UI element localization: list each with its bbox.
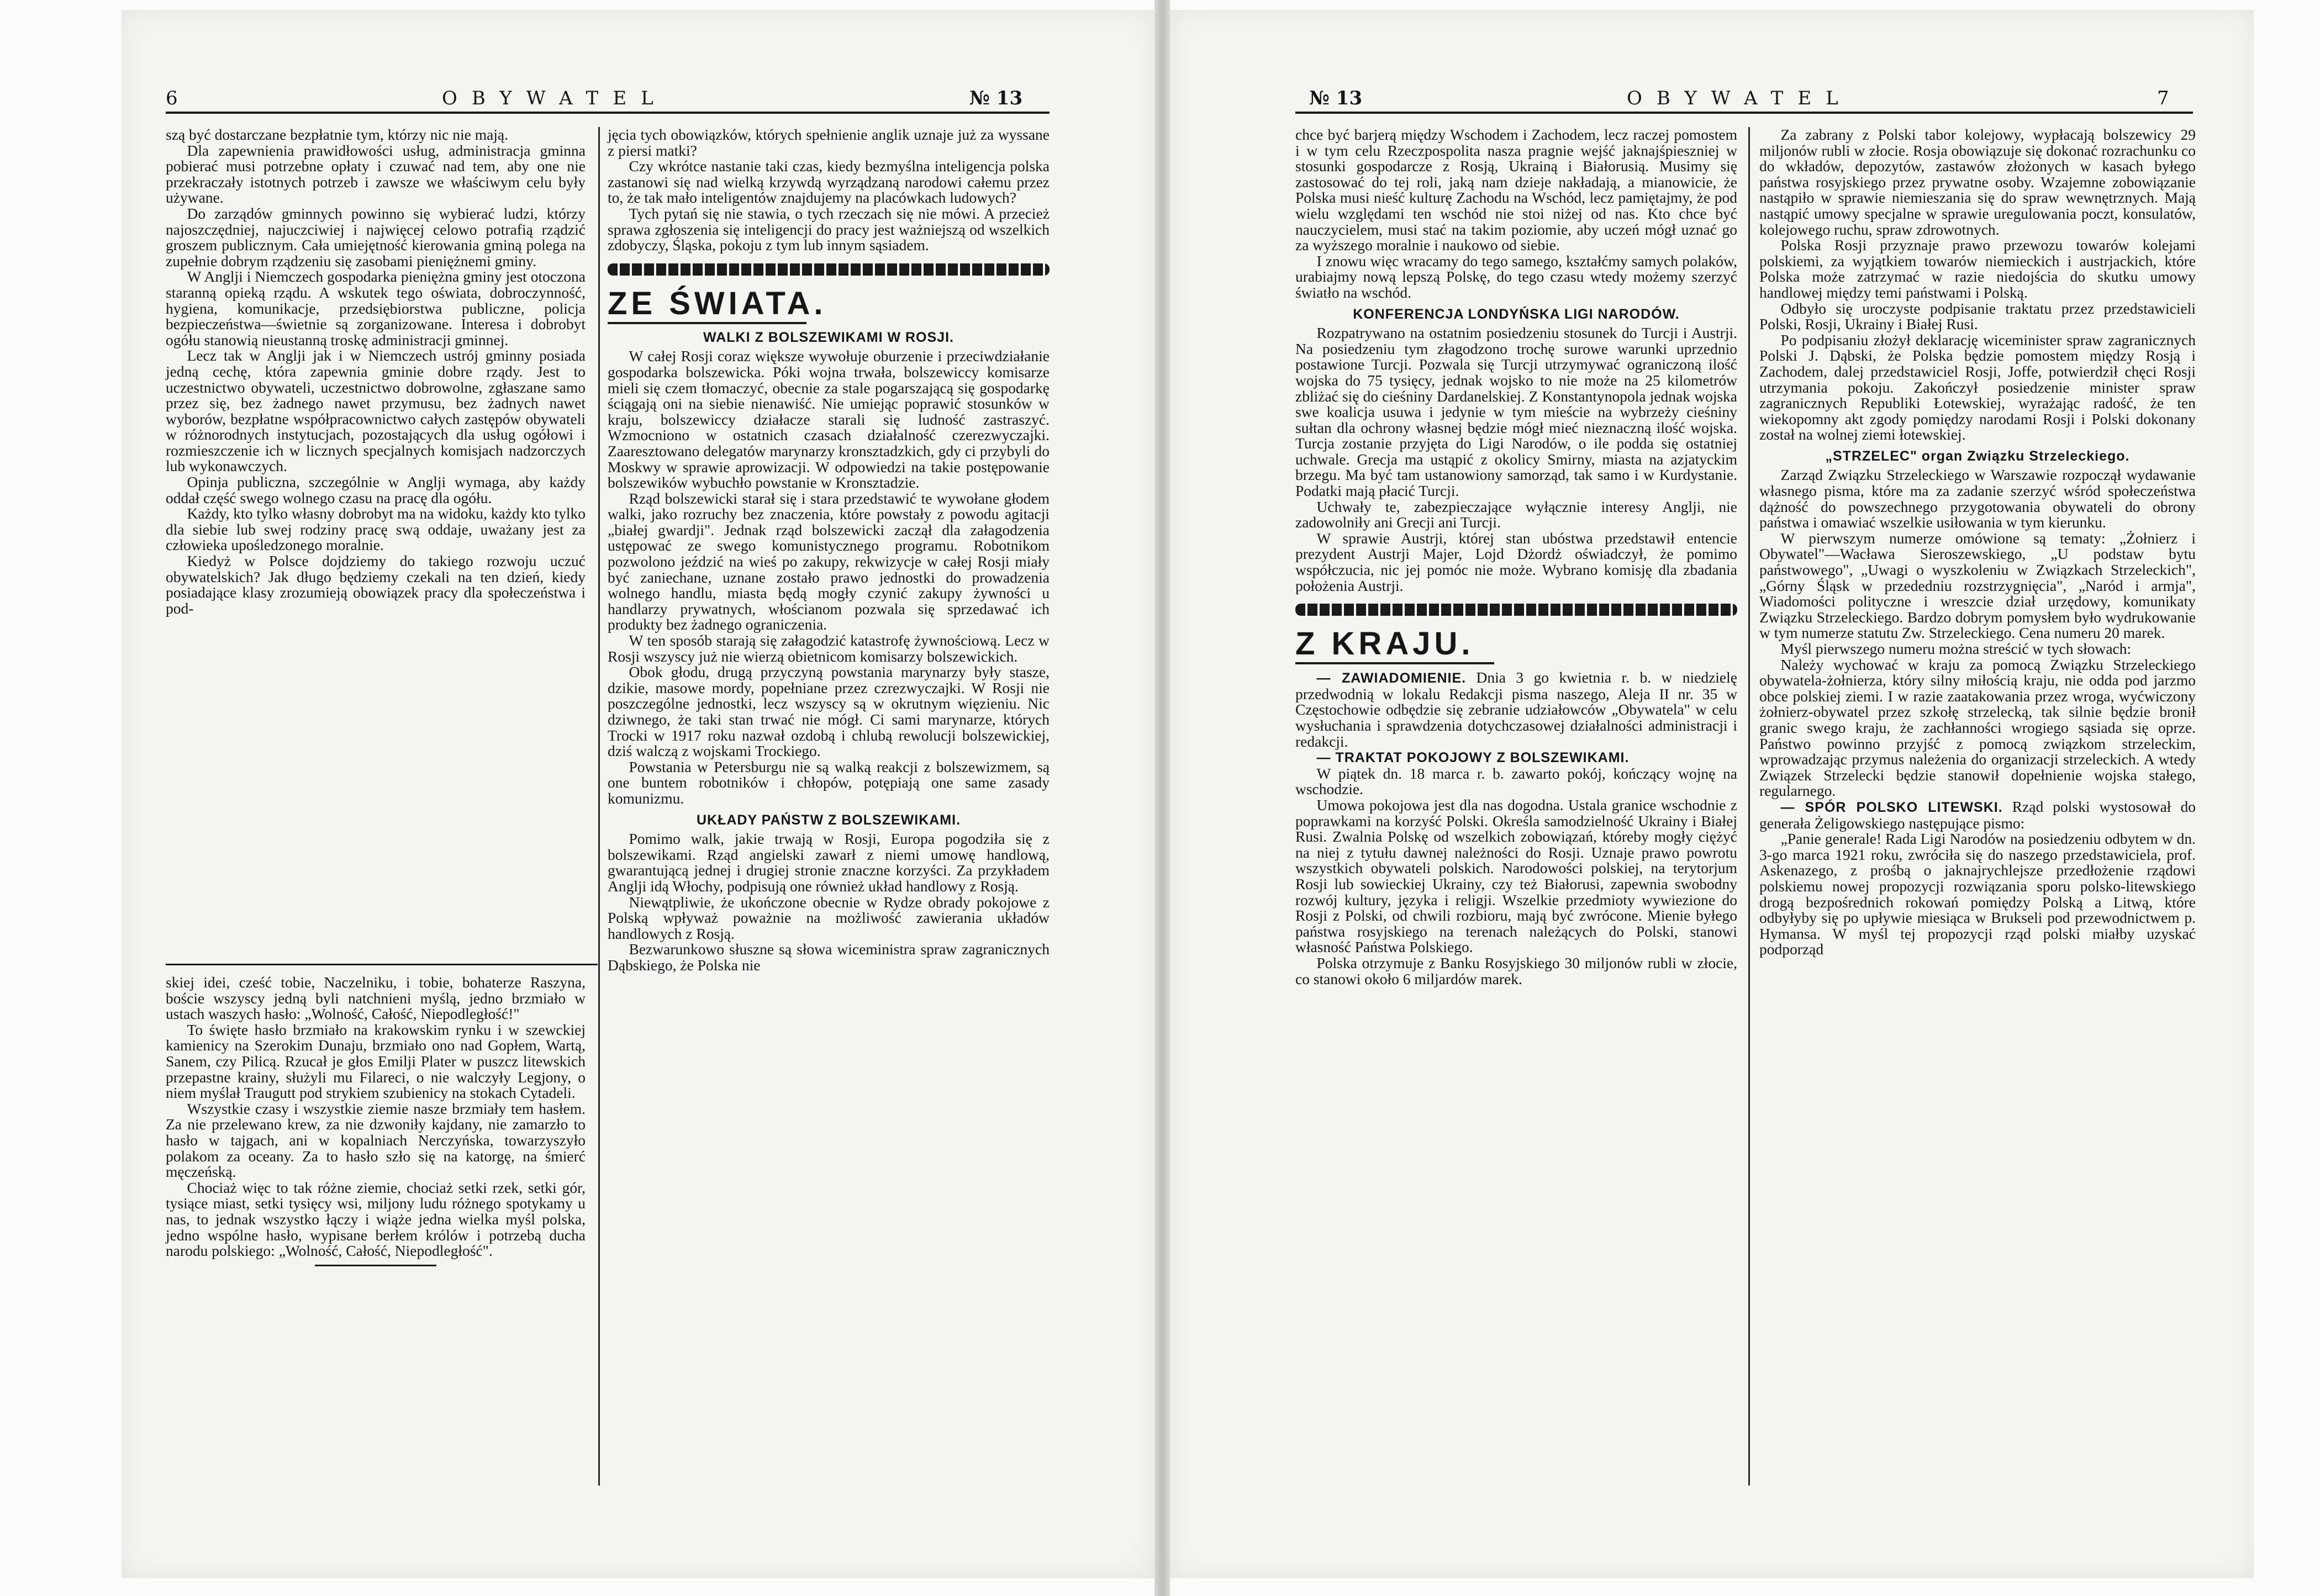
ornamental-divider xyxy=(1295,604,1737,616)
subheading: UKŁADY PAŃSTW Z BOLSZEWIKAMI. xyxy=(696,812,961,828)
paragraph: Niewątpliwie, że ukończone obecnie w Rydze obrady pokojowe z Polską wpływaż poważnie na możliwość zawierania układów handlowych z Rosją. xyxy=(608,893,1050,942)
end-rule xyxy=(315,1265,436,1266)
paragraph: skiej idei, cześć tobie, Naczelniku, i tobie, bohaterze Raszyna, boście wszyscy jedną byli natchnieni myślą, jedno brzmiało w ustach waszych hasło: „Wolność, Całość, Niepodległość!" xyxy=(166,974,586,1023)
paragraph-text: Dnia 3 go kwietnia r. b. w niedzielę przedwodnią w lokalu Redakcji pisma naszego, Aleja II nr. 35 w Częstochowie odbędzie się zebranie udziałowców „Obywatela" w celu wysłuchania i sprawdzenia dotychczasowej działalności administracji i redakcji. xyxy=(1295,669,1737,750)
news-lead: — TRAKTAT POKOJOWY Z BOLSZEWIKAMI. xyxy=(1316,750,1630,766)
article-column-4 xyxy=(1759,127,2196,958)
paragraph: szą być dostarczane bezpłatnie tym, którzy nic nie mają. xyxy=(166,126,509,143)
right-page-number: 7 xyxy=(2157,87,2184,109)
paragraph: Pomimo walk, jakie trwają w Rosji, Europa pogodziła się z bolszewikami. Rząd angielski zawarł z niemi umowę handlową, gwarantującą jednej i drugiej stronie znaczne korzyści. Za przykładem Anglji idą Włochy, podpisują one również układ handlowy z Rosją. xyxy=(608,830,1050,895)
paragraph-text: Rząd polski wystosował do generała Żeligowskiego następujące pismo: xyxy=(1759,797,2196,832)
right-issue-number: № 13 xyxy=(1309,87,1363,109)
paragraph: chce być barjerą między Wschodem i Zachodem, lecz raczej pomostem i w tym celu Rzeczpospolita nasza pragnie wejść jaknajśpieszniej w stosunki gospodarcze z Rosją, Ukrainą i Białorusią. Musimy się zastosować do tej roli, jaką nam dzieje nakładają, a mianowicie, że Polska musi nieść kulturę Zachodu na Wschód, lecz pamiętajmy, że pod wielu względami ten wschód nie stoi niżej od nas. Kto chce być nauczycielem, musi stać na takim poziomie, aby uczeń mógł uznać go za wyższego moralnie i naukowo od siebie. xyxy=(1295,126,1737,254)
section-title-underline xyxy=(1295,662,1494,664)
article-column-1 xyxy=(166,127,586,616)
paragraph: W piątek dn. 18 marca r. b. zawarto pokój, kończący wojnę na wschodzie. xyxy=(1295,764,1737,798)
paragraph: Uchwały te, zabezpieczające wyłącznie interesy Anglji, nie zadowolniły ani Grecji ani Turcji. xyxy=(1295,498,1737,531)
paragraph: W ten sposób starają się załagodzić katastrofę żywnościową. Lecz w Rosji wszyscy już nie wierzą obietnicom komisarzy bolszewickich. xyxy=(608,632,1050,665)
paragraph: I znowu więc wracamy do tego samego, kształćmy samych polaków, urabiajmy nową lepszą Polskę, do tego czasu wtedy możemy szerzyć światło na wschód. xyxy=(1295,252,1737,301)
paragraph: W pierwszym numerze omówione są tematy: „Żołnierz i Obywatel"—Wacława Sieroszewskiego, „U podstaw bytu państwowego", „Uwagi o wyszkoleniu w Związkach Strzeleckich", „Górny Śląsk w przededniu rozstrzygnięcia", „Naród i armja", Wiadomości polityczne i wreszcie dział urzędowy, komunikaty Związku Strzeleckiego. Bardzo dobrym pomysłem było wydrukowanie w tym numerze statutu Zw. Strzeleckiego. Cena numeru 20 marek. xyxy=(1759,529,2196,642)
paragraph: To święte hasło brzmiało na krakowskim rynku i w szewckiej kamienicy na Szerokim Dunaju, brzmiało ono nad Gopłem, Wartą, Sanem, czy Pilicą. Rzucał je głos Emilji Plater w puszcz litewskich przepastne krainy, służyli mu Filareci, o nie walczyły Legjony, o niem myślał Traugutt pod strykiem szubienicy na stokach Cytadeli. xyxy=(166,1021,586,1102)
paragraph: Do zarządów gminnych powinno się wybierać ludzi, którzy najoszczędniej, najuczciwiej i najwięcej celowo potrafią rządzić groszem publicznym. Cała umiejętność kierowania gminą polega na zupełnie dobrym rządzeniu się zasobami pieniężnemi gminy. xyxy=(166,204,586,269)
paragraph: Obok głodu, drugą przyczyną powstania marynarzy były stasze, dzikie, masowe mordy, popełniane przez czrezwyczajki. W Rosji nie poszczególne jednostki, lecz wszyscy są w okrutnym więzieniu. Nic dziwnego, że taki stan trwać nie mógł. Ci sami marynarze, których Trocki w 1917 roku nazwał ozdobą i chlubą rewolucji bolszewickiej, dziś walczą z wojskami Trockiego. xyxy=(608,663,1050,760)
article-column-3 xyxy=(1295,127,1737,987)
paragraph: Umowa pokojowa jest dla nas dogodna. Ustala granice wschodnie z poprawkami na korzyść Polski. Określa samodzielność Ukrainy i Białej Rusi. Zwalnia Polskę od wszelkich zobowiązań, któreby mogły ciężyć na niej z tytułu dawnej należności do Rosji. Uznaje prawo powrotu wszystkich obywateli polskich. Narodowości polskiej, na terytorjum Rosji lub sowieckiej Ukrainy, czy też Białorusi, zapewnia swobodny rozwój kultury, języka i religji. Wszelkie przedmioty wywiezione do Rosji z Polski, od chwili rozbioru, mają być zwrócone. Mienie byłego państwa rosyjskiego na terenach należących do Polski, stanowi własność Państwa Polskiego. xyxy=(1295,796,1737,956)
paragraph: W całej Rosji coraz większe wywołuje oburzenie i przeciwdziałanie gospodarka bolszewicka. Póki wojna trwała, bolszewiccy komisarze mieli się czem tłomaczyć, obecnie za stale pogarszającą się gospodarkę ściągają oni na siebie nienawiść. Nie umiejąc poprawić stosunków w kraju, bolszewiccy działacze starali się ludność zastraszyć. Wzmocniono w ostatnich czasach działalność czerezwyczajki. Zaaresztowano delegatów marynarzy kronsztadzkich, gdy ci przybyli do Moskwy w sprawie aprowizacji. W odpowiedzi na takie postępowanie bolszewików wybuchło powstanie w Kronsztadzie. xyxy=(608,347,1050,492)
paragraph: Opinja publiczna, szczególnie w Anglji wymaga, aby każdy oddał część swego wolnego czasu na pracę dla ogółu. xyxy=(166,473,586,506)
left-column-divider xyxy=(598,127,600,1486)
paragraph: Bezwarunkowo słuszne są słowa wiceministra spraw zagranicznych Dąbskiego, że Polska nie xyxy=(608,940,1050,974)
article-column-1-lower xyxy=(166,975,586,1275)
subheading: WALKI Z BOLSZEWIKAMI W ROSJI. xyxy=(703,329,954,345)
paragraph: Polska Rosji przyznaje prawo przewozu towarów kolejami polskiemi, za wyjątkiem towarów niemieckich i austrjackich, które Polska może zatrzymać w razie niedojścia do skutku umowy handlowej między temi państwami i Polską. xyxy=(1759,236,2196,301)
paragraph: Po podpisaniu złożył deklarację wiceminister spraw zagranicznych Polski J. Dąbski, że Polska będzie pomostem między Rosją i Zachodem, dalej przedstawiciel Rosji, Joffe, potwierdził chęci Rosji utrzymania pokoju. Zakończył posiedzenie minister spraw zagranicznych Republiki Łotewskiej, wyrażając radość, że ten wiekopomny akt zgody pomiędzy narodami Rosji i Polski dokonany został na wolnej ziemi łotewskiej. xyxy=(1759,331,2196,443)
paragraph: Zarząd Związku Strzeleckiego w Warszawie rozpoczął wydawanie własnego pisma, które ma za zadanie szerzyć wśród społeczeństwa dążność do powszechnego przygotowania obywateli do obrony państwa i omawiać wszelkie usiłowania w tym kierunku. xyxy=(1759,466,2196,531)
paragraph: Myśl pierwszego numeru można streścić w tych słowach: xyxy=(1780,640,2132,657)
paragraph: Rząd bolszewicki starał się i stara przedstawić te wywołane głodem walki, jako rozruchy bez znaczenia, które powstały z powodu agitacji „białej gwardji". Jednak rząd bolszewicki zaczął dla załagodzenia ustępować ze swego komunistycznego programu. Robotnikom pozwolono jeździć na wieś po zakupy, rekwizycje w całej Rosji miały być zaniechane, uznane zostało prawo jednostki do prowadzenia wolnego handlu, miasta będą mogły czynić zakupy żywności u handlarzy prywatnych, włościanom pozwala się sprzedawać ich produkty bez żadnego ograniczenia. xyxy=(608,489,1050,633)
paragraph: Czy wkrótce nastanie taki czas, kiedy bezmyślna inteligencja polska zastanowi się nad wielką krzywdą wyrządzaną narodowi całemu przez to, że tak mało inteligentów znajdujemy na placówkach ludowych? xyxy=(608,157,1050,207)
left-issue-number: № 13 xyxy=(969,87,1023,109)
paragraph: jęcia tych obowiązków, których spełnienie anglik uznaje już za wyssane z piersi matki? xyxy=(608,126,1050,159)
paragraph: W Anglji i Niemczech gospodarka pieniężna gminy jest otoczona staranną opieką rządu. A wskutek tego oświata, dobroczynność, hygiena, komunikacje, przedsiębiorstwa publiczne, policja bezpieczeństwa—świetnie są zorganizowane. Interesa i dobrobyt ogółu stanowią nieustanną troskę administracji gminnej. xyxy=(166,268,586,348)
subheading: KONFERENCJA LONDYŃSKA LIGI NARODÓW. xyxy=(1353,306,1680,322)
paragraph: Lecz tak w Anglji jak i w Niemczech ustrój gminny posiada jedną cechę, która zapewnia gminie dobre rządy. Jest to uczestnictwo obywateli, uczestnictwo dobrowolne, zgłaszane samo przez się, bez żadnego nawet przymusu, bez żadnych nawet wyborów, bezpłatne współpracownictwo całych zastępów obywateli w różnorodnych instytucjach, pozostających dla usług ogółowi i rozmieszczenie ich w licznych specjalnych komisjach nadzorczych lub wykonawczych. xyxy=(166,347,586,475)
news-lead: — ZAWIADOMIENIE. xyxy=(1316,670,1467,686)
right-column-divider xyxy=(1748,127,1750,1486)
paragraph: Polska otrzymuje z Banku Rosyjskiego 30 miljonów rubli w złocie, co stanowi około 6 miljardów marek. xyxy=(1295,954,1737,987)
paragraph: Należy wychować w kraju za pomocą Związku Strzeleckiego obywatela-żołnierza, który silny miłością kraju, nie odda pod jarzmo obce polskiej ziemi. I w razie zaatakowania przez wroga, wyćwiczony żołnierz-obywatel przez szkołę strzelecką, tak silnie będzie bronił granic swego kraju, że zachłanności wrogiego sąsiada się oprze. Państwo powinno przyjść z pomocą związkom strzeleckim, wprowadzając przymus należenia do organizacji strzeleckich. A wtedy Związek Strzelecki będzie stanowił dopełnienie wojska stałego, regularnego. xyxy=(1759,656,2196,800)
ornamental-divider xyxy=(608,263,1050,276)
paragraph: Dla zapewnienia prawidłowości usług, administracja gminna pobierać musi potrzebne opłaty i czuwać nad tem, aby one nie przekraczały istotnych potrzeb i zawsze we właściwym celu były używane. xyxy=(166,141,586,207)
section-title-ze-swiata: ZE ŚWIATA. xyxy=(608,285,827,321)
left-page-number: 6 xyxy=(166,87,192,109)
paragraph: Kiedyż w Polsce dojdziemy do takiego rozwoju uczuć obywatelskich? Jak długo będziemy czekali na ten dzień, kiedy posiadające klasy zrozumieją obowiązek pracy dla społeczeństwa i pod- xyxy=(166,552,586,617)
paragraph: Każdy, kto tylko własny dobrobyt ma na widoku, każdy kto tylko dla siebie lub swej rodziny pracę swą oddaje, uważany jest za człowieka upośledzonego moralnie. xyxy=(166,505,586,554)
page-gutter xyxy=(1154,0,1170,1596)
right-masthead-title: OBYWATEL xyxy=(1627,87,1853,109)
paragraph: Chociaż więc to tak różne ziemie, chociaż setki rzek, setki gór, tysiące miast, setki tysięcy wsi, miljony ludu różnego spotykamy u nas, to jednak wszystko łączy i wiąże jedna wielka myśl polska, jedno wspólne hasło, wypisane berłem królów i potrzebą ducha narodu polskiego: „Wolność, Całość, Niepodległość". xyxy=(166,1178,586,1260)
paragraph: Tych pytań się nie stawia, o tych rzeczach się nie mówi. A przecież sprawa zgłoszenia się inteligencji do pracy jest ważniejszą od wszelkich zdobyczy, Śląska, pokoju z tym lub innym sąsiadem. xyxy=(608,204,1050,254)
paragraph: Odbyło się uroczyste podpisanie traktatu przez przedstawicieli Polski, Rosji, Ukrainy i Białej Rusi. xyxy=(1759,299,2196,333)
subheading: „STRZELEC" organ Związku Strzeleckiego. xyxy=(1825,448,2130,464)
left-cross-rule xyxy=(166,964,598,965)
paragraph: Powstania w Petersburgu nie są walką reakcji z bolszewizmem, są one buntem robotników i chłopów, potępiają one same zasady komunizmu. xyxy=(608,758,1050,807)
section-title-z-kraju: Z KRAJU. xyxy=(1295,626,1474,662)
paragraph: Wszystkie czasy i wszystkie ziemie nasze brzmiały tem hasłem. Za nie przelewano krew, za nie dzwoniły kajdany, nie zamarzło to hasło w tajgach, ani w kopalniach Nerczyńska, towarzyszyło polakom za oceany. Za to hasło szło się na katorgę, na śmierć męczeńską. xyxy=(166,1100,586,1181)
paragraph: Rozpatrywano na ostatnim posiedzeniu stosunek do Turcji i Austrji. Na posiedzeniu tym złagodzono trochę surowe warunki uprzednio postawione Turcji. Pozwala się Turcji utrzymywać ograniczoną ilość wojska do 75 tysięcy, jednak wojsko to nie może na 25 kilometrów zbliżać się do cieśniny Dardanelskiej. Z Konstantynopola jednak wojska swe koalicja usuwa i jedynie w tym mieście na wybrzeży cieśniny sułtan dla ochrony własnej będzie mógł mieć nieznaczną ilość wojska. Turcja zostanie przyjęta do Ligi Narodów, o ile podda się ostatniej uchwale. Grecja ma ustąpić z okolicy Smirny, miasta na azjatyckim brzegu. Ma być tam ustanowiony samorząd, tak samo i w Kurdystanie. Podatki mają płacić Turcji. xyxy=(1295,324,1737,500)
paragraph: W sprawie Austrji, której stan ubóstwa przedstawił entencie prezydent Austrji Majer, Lojd Dżordż oświadczył, że pomimo współczucia, nic jej pomóc nie może. Wybrano komisję dla zbadania położenia Austrji. xyxy=(1295,529,1737,594)
news-lead: — SPÓR POLSKO LITEWSKI. xyxy=(1780,799,2003,815)
left-masthead-title: OBYWATEL xyxy=(442,87,668,109)
paragraph: „Panie generale! Rada Ligi Narodów na posiedzeniu odbytem w dn. 3-go marca 1921 roku, zwróciła się do naszego przedstawiciela, prof. Askenazego, z prośbą o jaknajrychlejsze przedłożenie rządowi polskiemu nowej propozycji rozwiązania sporu polsko-litewskiego drogą bezpośrednich rokowań pomiędzy Polską a Litwą, które odbyłyby się po upływie miesiąca w Brukseli pod przewodnictwem p. Hymansa. W myśl tej propozycji rząd polski miałby uzyskać podporząd xyxy=(1759,830,2196,958)
section-title-underline xyxy=(608,322,806,324)
article-column-2 xyxy=(608,127,1050,974)
right-header-rule xyxy=(1295,112,2193,114)
left-header-rule xyxy=(166,112,1050,114)
paragraph: Za zabrany z Polski tabor kolejowy, wypłacają bolszewicy 29 miljonów rubli w złocie. Rosja obowiązuje się dokonać rozrachunku co do wkładów, depozytów, zastawów złożonych w kasach byłego państwa rosyjskiego przez prywatne osoby. Wzajemne zobowiązanie nastąpiło w sprawie niemieszania się do spraw wewnętrznych. Mają nastąpić umowy specjalne w sprawie uregulowania poczt, konsulatów, kolejowego ruchu, spraw zdrowotnych. xyxy=(1759,126,2196,238)
